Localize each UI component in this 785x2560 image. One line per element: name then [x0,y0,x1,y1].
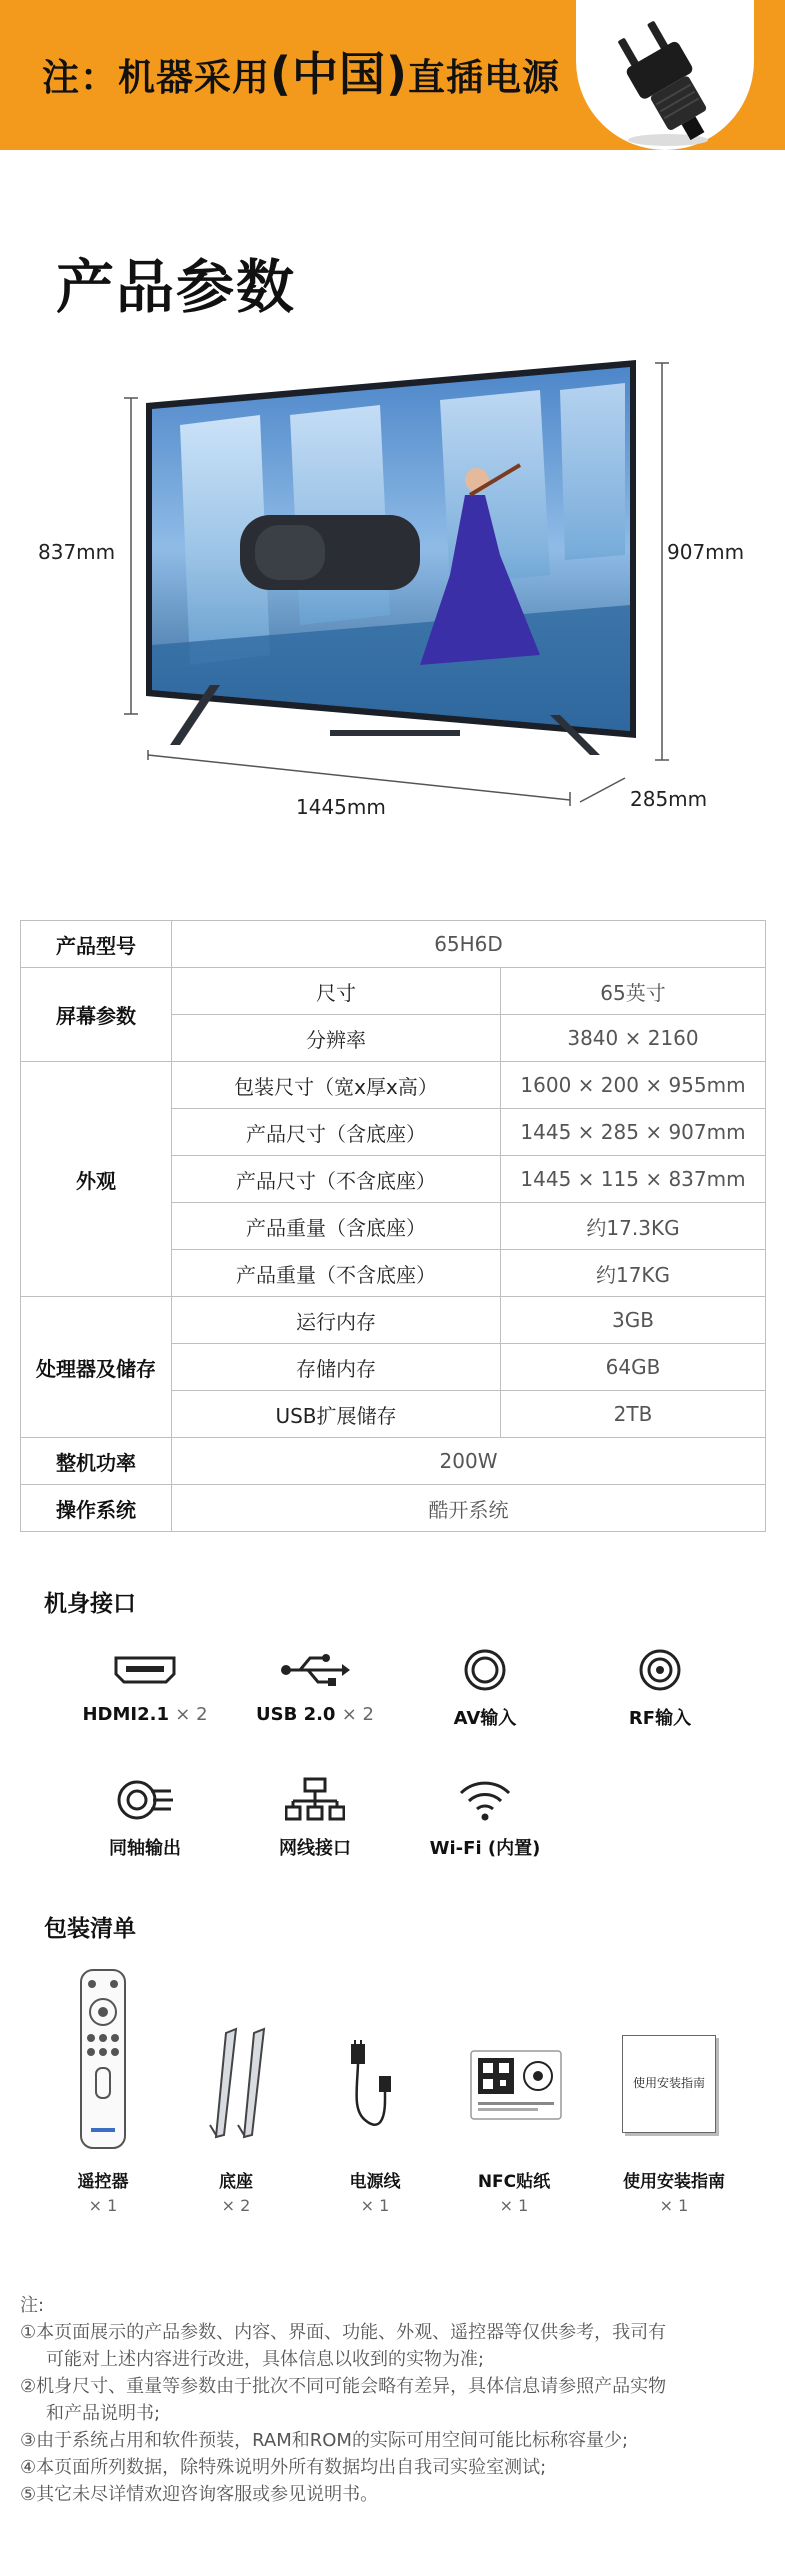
spec-value: 200W [172,1438,766,1485]
port-wifi [405,1770,565,1860]
package-title: 包装清单 [44,1916,136,1942]
spec-group-label: 外观 [21,1062,172,1297]
nfc-sticker-image [470,2050,562,2120]
table-row [21,1297,766,1344]
note-line: ⑤其它未尽详情欢迎咨询客服或参见说明书。 [20,2484,379,2505]
spec-label: 产品型号 [21,921,172,968]
port-network [235,1770,395,1860]
banner-suffix: 直插电源 [408,56,561,99]
spec-label: 产品尺寸（含底座） [172,1109,501,1156]
note-line: ①本页面展示的产品参数、内容、界面、功能、外观、遥控器等仅供参考，我司有 [20,2322,667,2343]
spec-label: USB扩展储存 [172,1391,501,1438]
spec-label: 运行内存 [172,1297,501,1344]
package-count: × 2 [221,2196,251,2215]
port-hdmi [65,1640,225,1725]
spec-value: 约17.3KG [501,1203,766,1250]
dimension-lines [0,340,785,830]
spec-value: 1445 × 115 × 837mm [501,1156,766,1203]
spec-value: 2TB [501,1391,766,1438]
package-label: 遥控器 [77,2172,129,2192]
package-item [166,2167,306,2215]
package-label: NFC贴纸 [477,2172,551,2192]
port-label: RF输入 [628,1708,692,1729]
page-title: 产品参数 [56,253,297,321]
package-count: × 1 [360,2196,390,2215]
table-row [21,1485,766,1532]
note-line: ②机身尺寸、重量等参数由于批次不同可能会略有差异，具体信息请参照产品实物 [20,2376,667,2397]
spec-value: 65H6D [172,921,766,968]
remote-control-image [78,1968,128,2150]
spec-label: 包装尺寸（宽x厚x高） [172,1062,501,1109]
port-label: AV输入 [453,1708,517,1729]
usb-icon [278,1650,352,1690]
warning-banner [0,0,785,150]
spec-value: 3GB [501,1297,766,1344]
banner-text [42,38,560,104]
dim-width: 1445mm [296,795,386,819]
manual-cover-text: 使用安装指南 [632,2076,705,2090]
note-line: 可能对上述内容进行改进，具体信息以收到的实物为准; [46,2349,485,2370]
port-label: Wi-Fi (内置) [429,1838,541,1859]
package-label: 使用安装指南 [623,2172,725,2192]
spec-group-label: 处理器及储存 [21,1297,172,1438]
package-count: × 1 [659,2196,689,2215]
package-count: × 1 [88,2196,118,2215]
port-count: × 2 [175,1704,208,1725]
footnotes [20,2292,770,2508]
port-label: HDMI2.1 [82,1704,169,1725]
spec-value: 1445 × 285 × 907mm [501,1109,766,1156]
port-label: 网线接口 [279,1838,351,1859]
note-line: ③由于系统占用和软件预装，RAM和ROM的实际可用空间可能比标称容量少; [20,2430,629,2451]
port-label: 同轴输出 [109,1838,181,1859]
spec-group-label: 屏幕参数 [21,968,172,1062]
coaxial-icon [113,1777,177,1823]
table-row [21,1438,766,1485]
plug-badge [576,0,754,150]
package-count: × 1 [499,2196,529,2215]
spec-label: 尺寸 [172,968,501,1015]
power-cable-image [345,2040,405,2140]
spec-label: 产品重量（不含底座） [172,1250,501,1297]
ports-title: 机身接口 [44,1591,136,1617]
package-item [444,2167,584,2215]
spec-label: 存储内存 [172,1344,501,1391]
spec-label: 产品重量（含底座） [172,1203,501,1250]
dim-depth: 285mm [630,787,708,811]
port-usb [235,1640,395,1725]
package-label: 底座 [219,2172,253,2192]
spec-value: 1600 × 200 × 955mm [501,1062,766,1109]
table-row [21,968,766,1015]
table-row [21,1062,766,1109]
spec-label: 整机功率 [21,1438,172,1485]
port-count: × 2 [341,1704,374,1725]
notes-title: 注: [20,2295,45,2316]
package-item [33,2167,173,2215]
banner-highlight: (中国) [270,47,409,101]
wifi-icon [457,1777,513,1823]
spec-label: 产品尺寸（不含底座） [172,1156,501,1203]
spec-value: 64GB [501,1344,766,1391]
spec-label: 操作系统 [21,1485,172,1532]
note-line: 和产品说明书; [46,2403,161,2424]
note-line: ④本页面所列数据，除特殊说明外所有数据均出自我司实验室测试; [20,2457,547,2478]
port-label: USB 2.0 [256,1704,336,1725]
manual-image [622,2035,716,2133]
spec-value: 65英寸 [501,968,766,1015]
spec-value: 酷开系统 [172,1485,766,1532]
hdmi-icon [110,1650,180,1690]
spec-label: 分辨率 [172,1015,501,1062]
package-item [604,2167,744,2215]
network-icon [285,1775,345,1825]
rf-icon [637,1647,683,1693]
port-coaxial [65,1770,225,1860]
stand-legs-image [208,2025,278,2145]
package-item [305,2167,445,2215]
port-rf [580,1640,740,1730]
av-icon [462,1647,508,1693]
port-av [405,1640,565,1730]
spec-value: 约17KG [501,1250,766,1297]
spec-value: 3840 × 2160 [501,1015,766,1062]
dim-right-height: 907mm [667,540,745,564]
package-label: 电源线 [349,2172,401,2192]
table-row [21,921,766,968]
banner-prefix: 注：机器采用 [42,56,270,99]
spec-table [20,920,766,1532]
dim-left-height: 837mm [38,540,116,564]
power-plug-icon [576,0,754,150]
